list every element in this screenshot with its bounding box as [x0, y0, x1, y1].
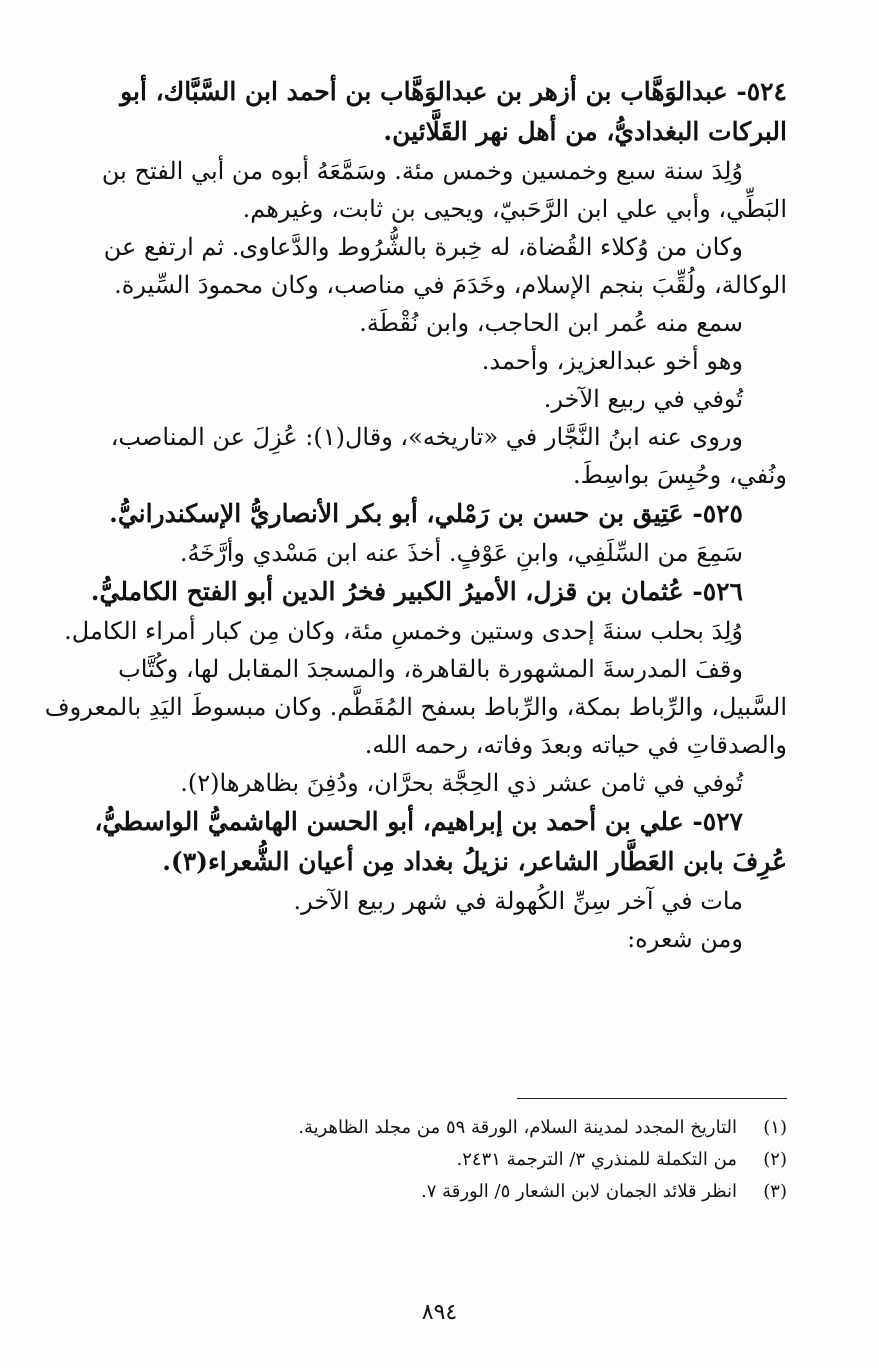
heading-line: البركات البغداديُّ، من أهل نهر القَلَّائين. [383, 117, 787, 146]
entry-527-heading [38, 802, 787, 882]
footnote-number: (٢) [763, 1149, 787, 1170]
paragraph [38, 152, 787, 228]
footnote [200, 1144, 787, 1176]
entry-524-heading [38, 72, 787, 152]
paragraph [38, 228, 787, 304]
heading-line: ٥٢٦- عُثمان بن قزل، الأميرُ الكبير فخرُ الدين أبو الفتح الكامليُّ. [90, 577, 743, 606]
text-line: الوكالة، ولُقِّبَ بنجم الإسلام، وخَدَمَ في مناصب، وكان محمودَ السِّيرة. [114, 271, 787, 299]
paragraph [38, 304, 787, 342]
page-number: ٨٩٤ [421, 1300, 458, 1325]
footnotes [200, 1112, 787, 1208]
text-line: وقفَ المدرسةَ المشهورة بالقاهرة، والمسجدَ المقابل لها، وكُتَّاب [118, 655, 743, 683]
footnote [200, 1112, 787, 1144]
text-line: والصدقاتِ في حياته وبعدَ وفاته، رحمه الله. [364, 731, 787, 759]
text-line: تُوفي في ربيع الآخر. [543, 385, 743, 413]
text-line: وكان من وُكلاء القُضاة، له خِبرة بالشُّرُوط والدَّعاوى. ثم ارتفع عن [103, 233, 743, 261]
text-line: تُوفي في ثامن عشر ذي الحِجَّة بحرَّان، ودُفِنَ بظاهرها(٢). [180, 769, 743, 797]
paragraph [38, 534, 787, 572]
text-line: السَّبيل، والرِّباط بمكة، والرِّباط بسفح المُقَطَّم. وكان مبسوطَ اليَدِ بالمعروف [44, 693, 787, 721]
heading-line: ٥٢٥- عَتِيق بن حسن بن رَمْلي، أبو بكر الأنصاريُّ الإسكندرانيُّ. [109, 499, 743, 528]
text-line: ومن شعره: [627, 925, 743, 953]
footnote-text: التاريخ المجدد لمدينة السلام، الورقة ٥٩ من مجلد الظاهرية. [298, 1117, 737, 1138]
heading-line: ٥٢٤- عبدالوَهَّاب بن أزهر بن عبدالوَهَّاب بن أحمد ابن السَّبَّاك، أبو [120, 77, 787, 106]
page-body [38, 72, 787, 958]
text-line: وهو أخو عبدالعزيز، وأحمد. [481, 347, 743, 375]
footnote [200, 1176, 787, 1208]
text-line: البَطِّي، وأبي علي ابن الرَّحَبيّ، ويحيى بن ثابت، وغيرهم. [242, 195, 787, 223]
paragraph [38, 882, 787, 920]
paragraph [38, 342, 787, 380]
footnote-number: (٣) [763, 1181, 787, 1202]
text-line: وروى عنه ابنُ النَّجَّار في «تاريخه»، وقال(١): عُزِلَ عن المناصب، [110, 423, 743, 451]
text-line: سَمِعَ من السِّلَفِي، وابنِ عَوْفٍ. أخذَ عنه ابن مَسْدي وأرَّخَهُ. [179, 539, 743, 567]
paragraph [38, 380, 787, 418]
footnote-number: (١) [763, 1117, 787, 1138]
heading-line: عُرِفَ بابن العَطَّار الشاعر، نزيلُ بغداد مِن أعيان الشُّعراء(٣). [162, 847, 787, 876]
paragraph [38, 612, 787, 650]
paragraph [38, 920, 787, 958]
footnote-divider [517, 1098, 787, 1099]
text-line: وُلِدَ بحلب سنةَ إحدى وستين وخمسِ مئة، وكان مِن كبار أمراء الكامل. [64, 617, 743, 645]
heading-line: ٥٢٧- علي بن أحمد بن إبراهيم، أبو الحسن الهاشميُّ الواسطيُّ، [94, 807, 743, 836]
entry-526-heading [38, 572, 787, 612]
footnote-text: من التكملة للمنذري ٣/ الترجمة ٢٤٣١. [456, 1149, 737, 1170]
text-line: سمع منه عُمر ابن الحاجب، وابن نُقْطَة. [359, 309, 743, 337]
text-line: مات في آخر سِنِّ الكُهولة في شهر ربيع الآخر. [293, 887, 743, 915]
entry-525-heading [38, 494, 787, 534]
footnote-text: انظر قلائد الجمان لابن الشعار ٥/ الورقة ٧. [420, 1181, 737, 1202]
text-line: ونُفي، وحُبِسَ بواسِطَ. [573, 461, 787, 489]
paragraph [38, 418, 787, 494]
paragraph [38, 764, 787, 802]
paragraph [38, 650, 787, 764]
text-line: وُلِدَ سنة سبع وخمسين وخمس مئة. وسَمَّعَهُ أبوه من أبي الفتح بن [101, 157, 743, 185]
